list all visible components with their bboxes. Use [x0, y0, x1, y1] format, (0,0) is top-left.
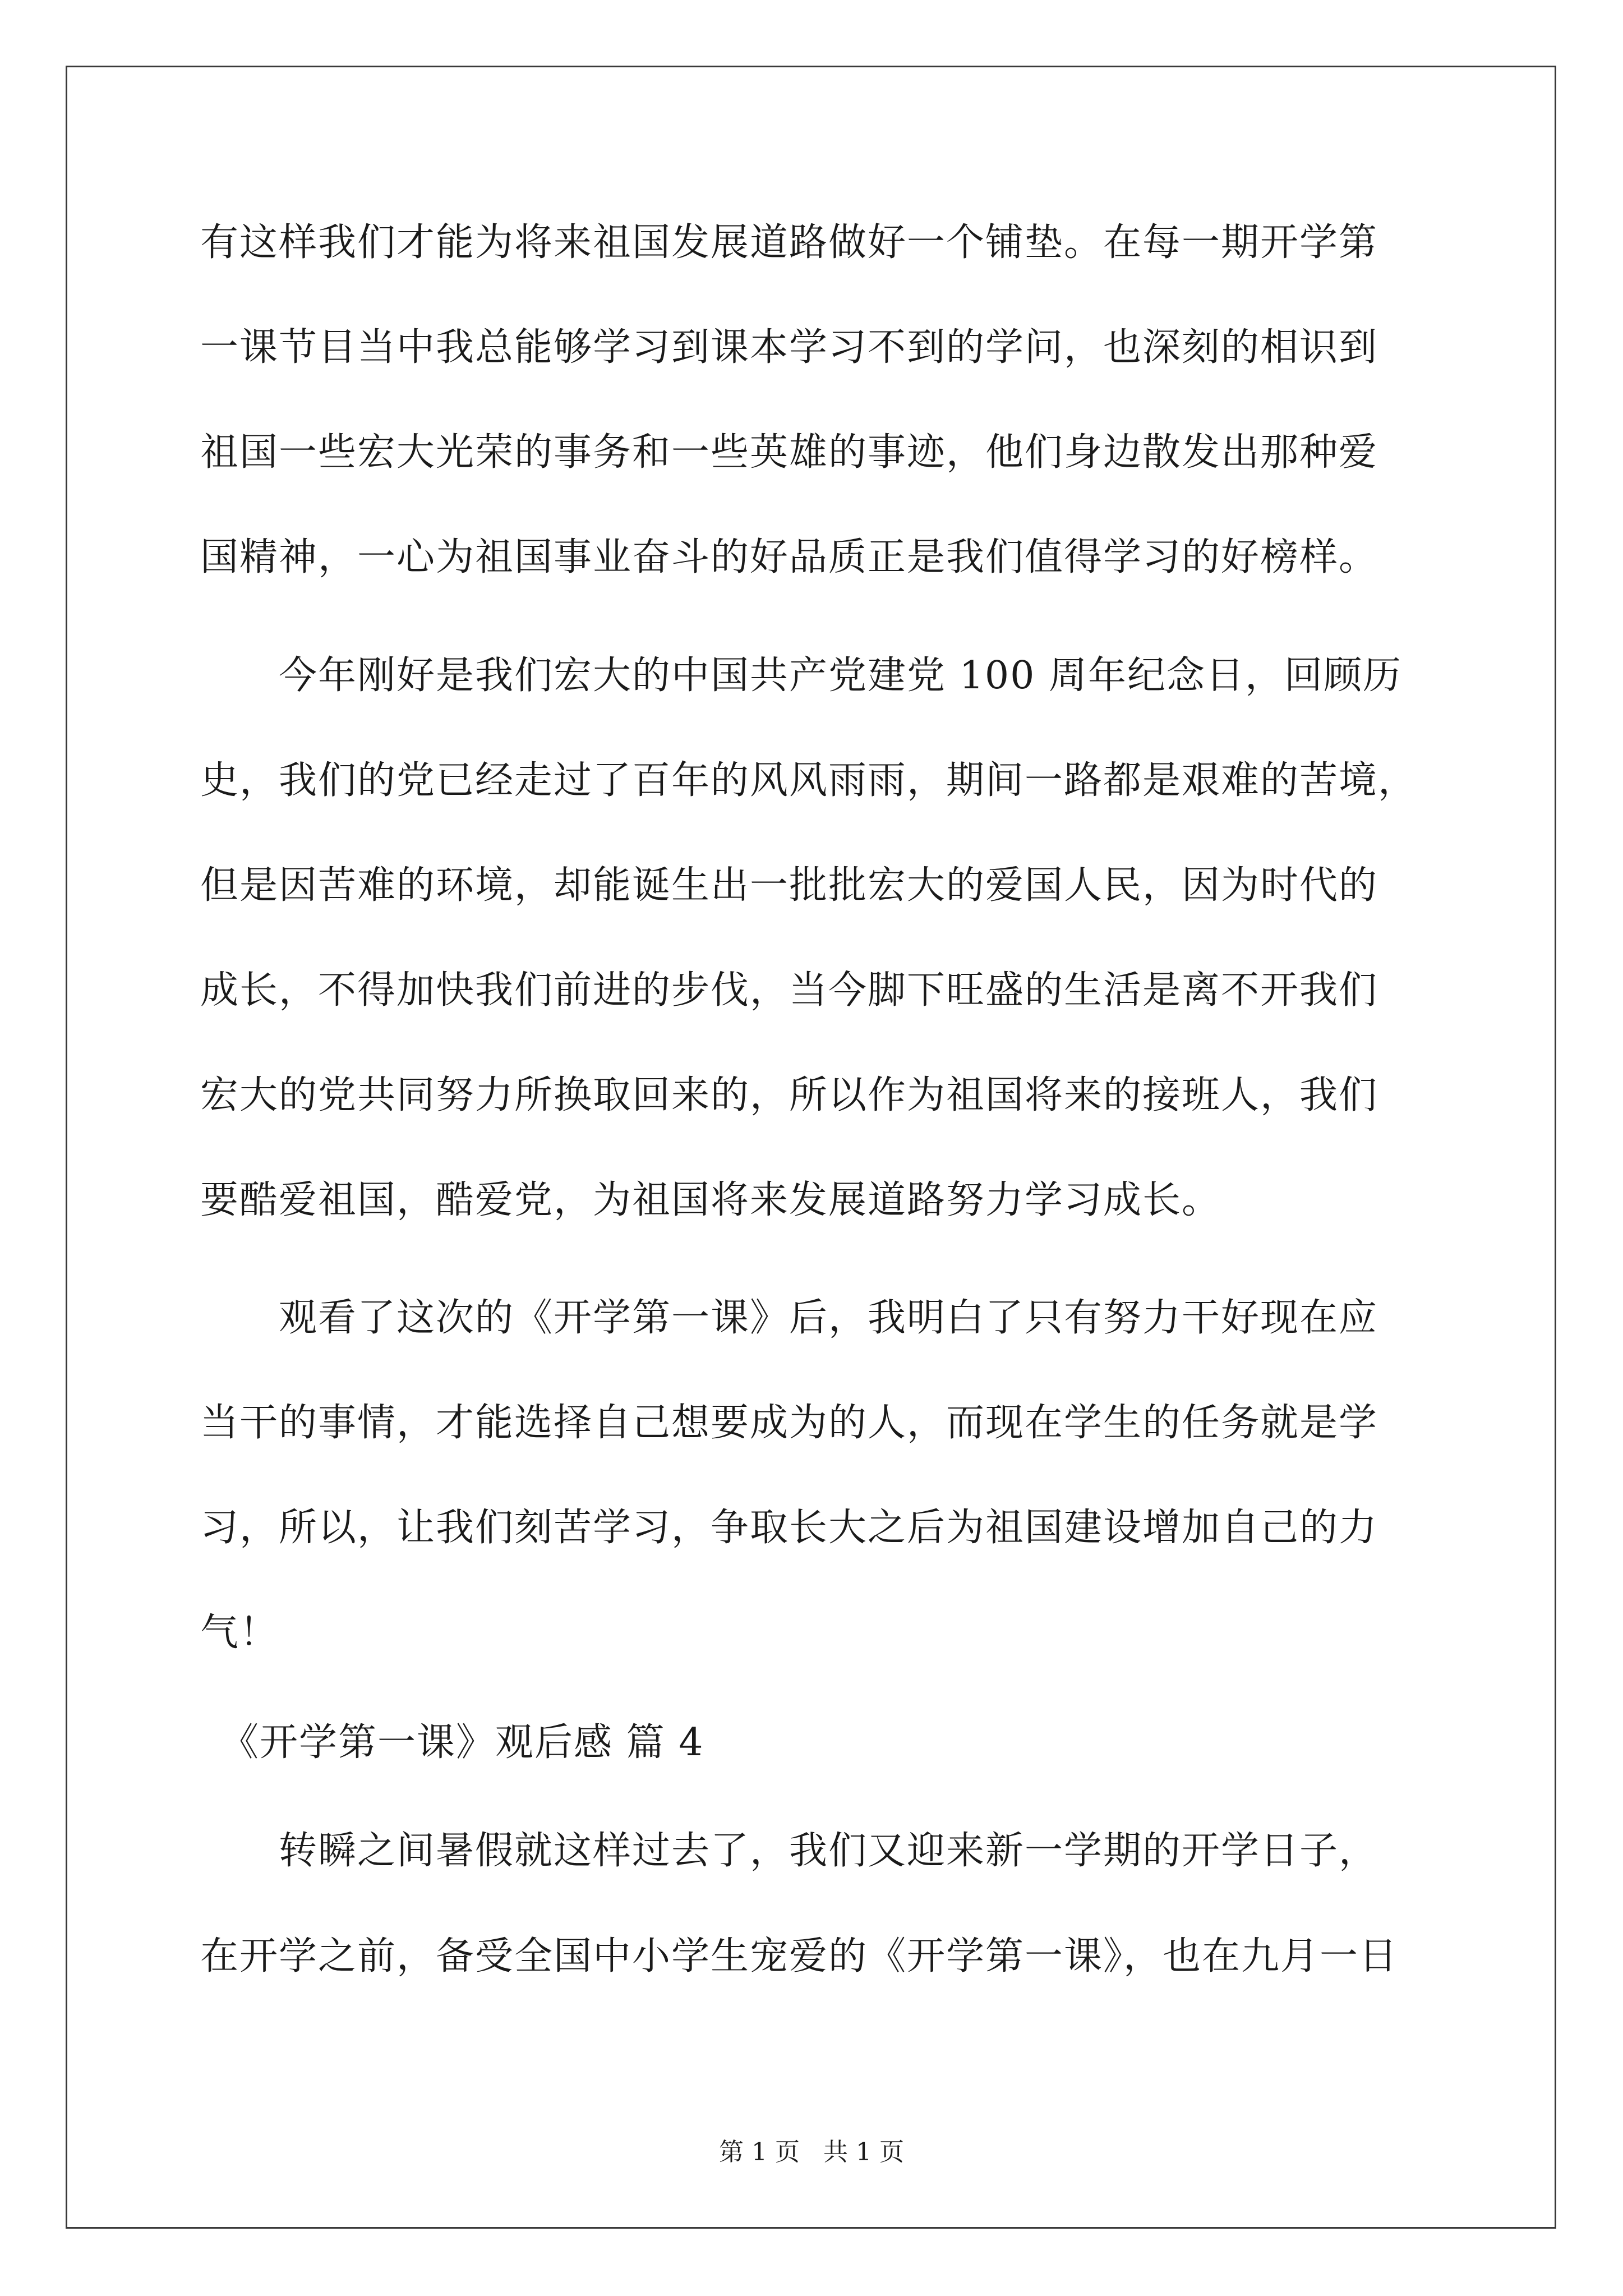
text-line: 观看了这次的《开学第一课》后，我明白了只有努力干好现在应	[200, 1296, 1378, 1340]
text-line: 但是因苦难的环境，却能诞生出一批批宏大的爱国人民，因为时代的	[200, 863, 1378, 908]
text-line: 成长，不得加快我们前进的步伐，当今脚下旺盛的生活是离不开我们	[200, 968, 1378, 1013]
page-number-footer: 第 1 页 共 1 页	[719, 2138, 904, 2166]
text-line: 习，所以，让我们刻苦学习，争取长大之后为祖国建设增加自己的力	[200, 1506, 1378, 1550]
text-line: 一课节目当中我总能够学习到课本学习不到的学问，也深刻的相识到	[200, 325, 1378, 370]
text-line: 宏大的党共同努力所换取回来的，所以作为祖国将来的接班人，我们	[200, 1073, 1378, 1117]
text-line: 要酷爱祖国，酷爱党，为祖国将来发展道路努力学习成长。	[200, 1178, 1221, 1222]
text-line: 有这样我们才能为将来祖国发展道路做好一个铺垫。在每一期开学第	[200, 220, 1378, 265]
text-line: 转瞬之间暑假就这样过去了，我们又迎来新一学期的开学日子，	[200, 1829, 1378, 1873]
text-line: 在开学之前，备受全国中小学生宠爱的《开学第一课》，也在九月一日	[200, 1934, 1399, 1978]
text-line: 当干的事情，才能选择自己想要成为的人，而现在学生的任务就是学	[200, 1401, 1378, 1445]
page-frame	[66, 66, 1556, 2229]
text-line: 国精神，一心为祖国事业奋斗的好品质正是我们值得学习的好榜样。	[200, 535, 1378, 579]
text-line: 气！	[200, 1611, 279, 1655]
text-line: 祖国一些宏大光荣的事务和一些英雄的事迹，他们身边散发出那种爱	[200, 430, 1378, 475]
text-line: 今年刚好是我们宏大的中国共产党建党 100 周年纪念日，回顾历	[200, 654, 1403, 698]
text-line: 史，我们的党已经走过了百年的风风雨雨，期间一路都是艰难的苦境，	[200, 758, 1418, 803]
section-heading: 《开学第一课》观后感 篇 4	[200, 1720, 704, 1765]
